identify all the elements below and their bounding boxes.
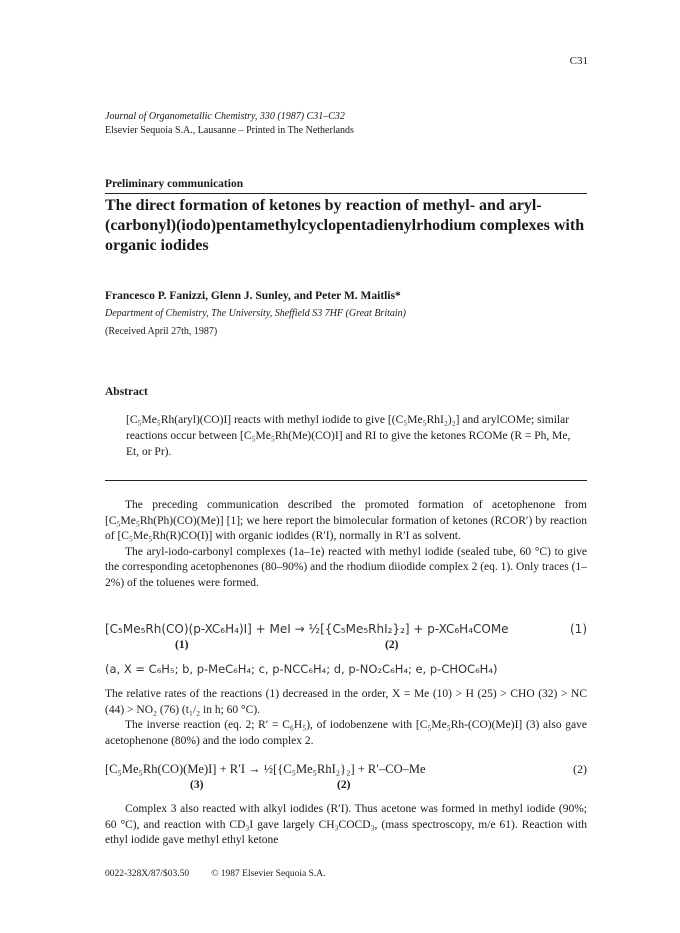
equation-1-label-reactant: (1) (175, 639, 189, 651)
footer-copyright: © 1987 Elsevier Sequoia S.A. (211, 869, 326, 879)
article-title: The direct formation of ketones by reaction of methyl- and aryl-(carbonyl)(iodo)pentamethylcyclopentadienylrhodium complexes with organic iodides (105, 197, 585, 254)
paragraph-4: The inverse reaction (eq. 2; R′ = C₆H₅), of iodobenzene with [C₅Me₅Rh-(CO)(Me)I] (3) also gave acetophenone (80%) and the iodo complex 2. (105, 719, 587, 747)
journal-header (105, 110, 354, 138)
paragraph-2: The aryl-iodo-carbonyl complexes (1a–1e) reacted with methyl iodide (sealed tube, 60 °C) to give the corresponding acetophenones (80–90%) and the rhodium diiodide complex 2 (eq. 1). Only traces (1–2%) of the toluenes were formed. (105, 545, 587, 589)
publisher-line: Elsevier Sequoia S.A., Lausanne – Printed in The Netherlands (105, 125, 354, 136)
body-text-block-3 (105, 802, 587, 849)
body-text-block-2 (105, 687, 587, 749)
equation-2-number: (2) (573, 762, 587, 776)
equation-1-label-product: (2) (385, 639, 399, 651)
received-date: (Received April 27th, 1987) (105, 326, 218, 337)
abstract-heading: Abstract (105, 386, 148, 398)
paragraph-3: The relative rates of the reactions (1) decreased in the order, X = Me (10) > H (25) > CHO (32) > NC (44) > NO₂ (76) (t₁/₂ in h; 60 °C). (105, 688, 587, 716)
equation-1-number: (1) (570, 622, 587, 636)
equation-2-label-reactant: (3) (190, 779, 204, 791)
paragraph-5: Complex 3 also reacted with alkyl iodides (R′I). Thus acetone was formed in methyl iodide (90%; 60 °C), and reaction with CD₃I gave largely CH₃COCD₃, (mass spectroscopy, m/e 61). Reaction with ethyl iodide gave methyl ethyl ketone (105, 803, 587, 846)
affiliation: Department of Chemistry, The University, Sheffield S3 7HF (Great Britain) (105, 308, 406, 319)
abstract-text: [C₅Me₅Rh(aryl)(CO)I] reacts with methyl iodide to give [(C₅Me₅RhI₂)₂] and arylCOMe; similar reactions occur between [C₅Me₅Rh(Me)(CO)I] and RI to give the ketones RCOMe (R = Ph, Me, Et, or Pr). (126, 414, 571, 458)
page-number: C31 (569, 55, 588, 67)
body-text-block-1 (105, 498, 587, 591)
equation-1: [C₅Me₅Rh(CO)(p-XC₆H₄)I] + MeI → ½[{C₅Me₅RhI₂}₂] + p-XC₆H₄COMe (105, 622, 509, 636)
top-divider (105, 193, 587, 194)
journal-citation: Journal of Organometallic Chemistry, 330 (1987) C31–C32 (105, 111, 345, 122)
footer-code: 0022-328X/87/$03.50 (105, 869, 190, 879)
section-label: Preliminary communication (105, 178, 244, 190)
author-list: Francesco P. Fanizzi, Glenn J. Sunley, and Peter M. Maitlis* (105, 290, 401, 302)
paragraph-1: The preceding communication described the promoted formation of acetophenone from [C₅Me₅Rh(Ph)(CO)(Me)] [1]; we here report the bimolecular formation of ketones (RCOR′) by reaction of [C₅Me₅Rh(R)CO(I)] with organic iodides (R′I), normally in R′I as solvent. (105, 499, 587, 542)
equation-2-label-product: (2) (337, 779, 351, 791)
abstract-divider (105, 480, 587, 481)
page-footer (105, 869, 326, 879)
equation-2: [C₅Me₅Rh(CO)(Me)I] + R′I → ½[{C₅Me₅RhI₂}₂] + R′–CO–Me (105, 762, 426, 776)
substituent-definitions: (a, X = C₆H₅; b, p-MeC₆H₄; c, p-NCC₆H₄; d, p-NO₂C₆H₄; e, p-CHOC₆H₄) (105, 662, 498, 676)
